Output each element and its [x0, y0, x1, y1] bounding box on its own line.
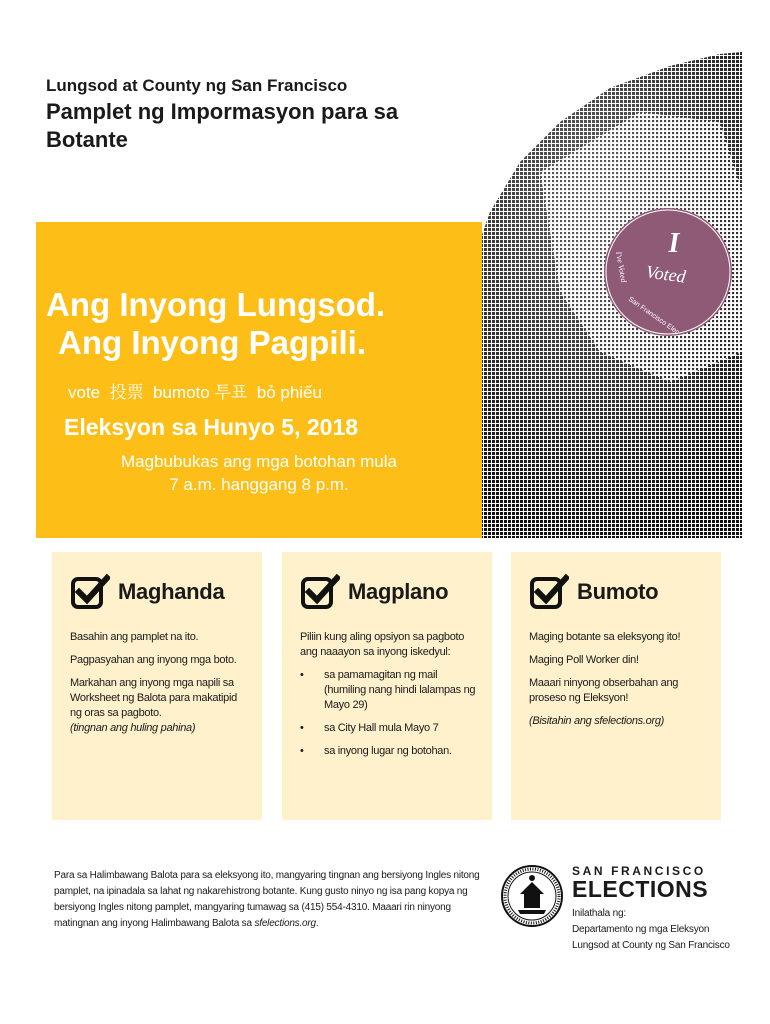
card-text: Maaari ninyong obserbahan ang proseso ng Eleksyon! [529, 677, 679, 704]
notice-text: Para sa Halimbawang Balota para sa eleksyong ito, mangyaring tingnan ang bersiyong Ingles nitong pamplet, na ipinadala sa lahat ng nakarehistrong botante. Kung gusto ninyo ng isa pang kopya ng bersiyong Ingles nitong pamplet, mangyaring tumawag sa (415) 554-4310. Maaari rin ninyong matingnan ang inyong Halimbawang Balota sa [54, 870, 480, 929]
card-text: Pagpasyahan ang inyong mga boto. [70, 654, 237, 666]
card-body [529, 630, 709, 737]
notice-end: . [315, 918, 319, 929]
vote-translations: vote 投票 bumoto 투표 bỏ phiếu [68, 383, 322, 402]
i-voted-sticker [604, 208, 732, 337]
card-header [529, 570, 658, 614]
headline-line-2: Ang Inyong Pagpili. [58, 324, 366, 361]
sticker-ring-text: I've Voted [614, 250, 629, 284]
headline-line-1: Ang Inyong Lungsod. [46, 286, 386, 323]
election-date: Eleksyon sa Hunyo 5, 2018 [64, 414, 359, 440]
card-note: (tingnan ang huling pahina) [70, 722, 196, 734]
department-name: Departamento ng mga Eleksyon [572, 924, 710, 935]
published-by-label: Inilathala ng: [572, 908, 626, 919]
card-bumoto [511, 552, 721, 820]
card-body [70, 630, 250, 744]
card-magplano [282, 552, 492, 820]
hero-headline [46, 286, 385, 362]
brand-city: SAN FRANCISCO [572, 864, 706, 878]
checkbox-check-icon [70, 572, 110, 612]
card-text: Maging Poll Worker din! [529, 654, 639, 666]
sticker-voted-text: Voted [644, 261, 688, 287]
sample-ballot-notice [54, 868, 486, 932]
card-title: Magplano [348, 579, 449, 604]
card-header [300, 570, 448, 614]
sfelections-link: sfelections.org [254, 918, 316, 929]
card-text: Basahin ang pamplet na ito. [70, 631, 199, 643]
card-text: Maging botante sa eleksyong ito! [529, 631, 681, 643]
checkbox-check-icon [529, 572, 569, 612]
polling-hours [36, 450, 482, 496]
sticker-big-text: I [668, 228, 680, 259]
card-link-note: (Bisitahin ang sfelections.org) [529, 715, 664, 727]
card-header [70, 570, 224, 614]
pamphlet-title: Pamplet ng Impormasyon para sa Botante [46, 99, 399, 152]
hours-line-1: Magbubukas ang mga botohan mula [121, 452, 397, 471]
voting-options-list [300, 668, 480, 759]
card-title: Maghanda [118, 579, 225, 604]
list-item: • sa pamamagitan ng mail (humiling nang hindi lalampas ng Mayo 29) [300, 668, 480, 713]
list-item: • sa inyong lugar ng botohan. [300, 744, 480, 759]
card-body [300, 630, 480, 767]
city-seal-icon [500, 864, 564, 928]
city-name: Lungsod at County ng San Francisco [572, 940, 730, 951]
card-text: Piliin kung aling opsiyon sa pagboto ang naaayon sa inyong iskedyul: [300, 631, 465, 658]
sticker-ring-bottom-text: San Francisco Elec [626, 295, 681, 337]
card-maghanda [52, 552, 262, 820]
checkbox-check-icon [300, 572, 340, 612]
brand-elections: ELECTIONS [572, 876, 709, 902]
organization-name: Lungsod at County ng San Francisco [46, 76, 348, 95]
hours-line-2: 7 a.m. hanggang 8 p.m. [169, 475, 349, 494]
card-title: Bumoto [577, 579, 659, 604]
card-text: Markahan ang inyong mga napili sa Worksheet ng Balota para makatipid ng oras sa pagboto. [70, 677, 237, 719]
publisher-info [572, 906, 730, 954]
list-item: • sa City Hall mula Mayo 7 [300, 721, 480, 736]
